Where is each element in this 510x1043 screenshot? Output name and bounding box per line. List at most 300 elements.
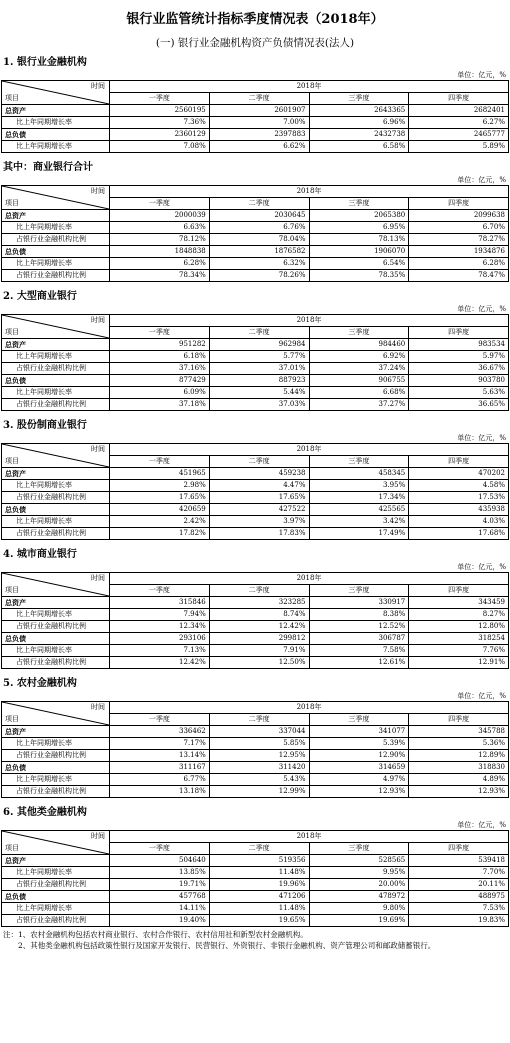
row-label: 比上年同期增长率 — [2, 516, 110, 528]
table-cell: 7.36% — [110, 117, 210, 129]
year-header: 2018年 — [110, 831, 509, 843]
section — [0, 161, 510, 282]
table-row — [2, 339, 509, 351]
row-label: 占银行业金融机构比例 — [2, 657, 110, 669]
table-cell: 323285 — [209, 597, 309, 609]
table-cell: 19.40% — [110, 915, 210, 927]
table-cell: 17.65% — [209, 492, 309, 504]
table-cell: 2601907 — [209, 105, 309, 117]
table-row — [2, 468, 509, 480]
table-cell: 19.69% — [309, 915, 409, 927]
year-header: 2018年 — [110, 186, 509, 198]
section — [0, 56, 510, 153]
row-label: 比上年同期增长率 — [2, 258, 110, 270]
quarter-header: 四季度 — [409, 198, 509, 210]
header-row — [2, 81, 509, 93]
table-cell: 528565 — [309, 855, 409, 867]
diagonal-header-cell — [2, 573, 110, 597]
table-cell: 12.89% — [409, 750, 509, 762]
row-label: 比上年同期增长率 — [2, 222, 110, 234]
table-cell: 6.28% — [409, 258, 509, 270]
row-label: 比上年同期增长率 — [2, 903, 110, 915]
table-cell: 36.65% — [409, 399, 509, 411]
table-cell: 12.99% — [209, 786, 309, 798]
row-label: 占银行业金融机构比例 — [2, 399, 110, 411]
row-label: 总负债 — [2, 504, 110, 516]
table-cell: 5.85% — [209, 738, 309, 750]
table-cell: 903780 — [409, 375, 509, 387]
note-line: 2、其他类金融机构包括政策性银行及国家开发银行、民营银行、外资银行、非银行金融机构、资产管理公司和邮政储蓄银行。 — [3, 941, 436, 950]
table-row — [2, 270, 509, 282]
row-label: 总资产 — [2, 597, 110, 609]
item-label: 项目 — [5, 94, 19, 102]
table-cell: 13.18% — [110, 786, 210, 798]
table-cell: 2397883 — [209, 129, 309, 141]
table-cell: 6.95% — [309, 222, 409, 234]
table-cell: 7.94% — [110, 609, 210, 621]
table-cell: 78.12% — [110, 234, 210, 246]
table-row — [2, 375, 509, 387]
table-cell: 471206 — [209, 891, 309, 903]
table-cell: 299812 — [209, 633, 309, 645]
table-cell: 37.16% — [110, 363, 210, 375]
year-header: 2018年 — [110, 573, 509, 585]
row-label: 总资产 — [2, 726, 110, 738]
diagonal-header-cell — [2, 444, 110, 468]
row-label: 占银行业金融机构比例 — [2, 528, 110, 540]
quarter-header: 一季度 — [110, 843, 210, 855]
table-cell: 19.96% — [209, 879, 309, 891]
quarter-header: 三季度 — [309, 93, 409, 105]
table-cell: 20.11% — [409, 879, 509, 891]
table-cell: 6.58% — [309, 141, 409, 153]
table-cell: 13.85% — [110, 867, 210, 879]
table-cell: 37.03% — [209, 399, 309, 411]
row-label: 总负债 — [2, 633, 110, 645]
notes — [0, 929, 510, 951]
table-cell: 12.61% — [309, 657, 409, 669]
unit-label: 单位：亿元，% — [457, 821, 506, 829]
table-row — [2, 762, 509, 774]
section-title: 5. 农村金融机构 — [3, 678, 77, 689]
table-row — [2, 609, 509, 621]
table-cell: 983534 — [409, 339, 509, 351]
table-cell: 2099638 — [409, 210, 509, 222]
table-cell: 5.89% — [409, 141, 509, 153]
section — [0, 806, 510, 927]
header-row — [2, 315, 509, 327]
unit-label: 单位：亿元，% — [457, 434, 506, 442]
time-label: 时间 — [91, 82, 105, 90]
table-cell: 478972 — [309, 891, 409, 903]
diagonal-header-cell — [2, 702, 110, 726]
row-label: 占银行业金融机构比例 — [2, 270, 110, 282]
table-cell: 7.17% — [110, 738, 210, 750]
quarter-header: 四季度 — [409, 843, 509, 855]
table-cell: 5.77% — [209, 351, 309, 363]
quarter-header: 一季度 — [110, 456, 210, 468]
table-cell: 2000039 — [110, 210, 210, 222]
table-cell: 435938 — [409, 504, 509, 516]
table-cell: 4.47% — [209, 480, 309, 492]
table-cell: 2065380 — [309, 210, 409, 222]
table-cell: 4.89% — [409, 774, 509, 786]
quarter-header: 三季度 — [309, 198, 409, 210]
table-cell: 318254 — [409, 633, 509, 645]
table-cell: 951282 — [110, 339, 210, 351]
data-table — [1, 185, 509, 282]
table-row — [2, 915, 509, 927]
table-cell: 457768 — [110, 891, 210, 903]
table-cell: 5.39% — [309, 738, 409, 750]
unit-label: 单位：亿元，% — [457, 71, 506, 79]
quarter-header: 二季度 — [209, 714, 309, 726]
table-cell: 4.58% — [409, 480, 509, 492]
table-cell: 12.52% — [309, 621, 409, 633]
table-row — [2, 645, 509, 657]
quarter-header: 四季度 — [409, 585, 509, 597]
table-cell: 2360129 — [110, 129, 210, 141]
table-row — [2, 399, 509, 411]
table-row — [2, 657, 509, 669]
table-row — [2, 621, 509, 633]
table-cell: 17.34% — [309, 492, 409, 504]
table-row — [2, 222, 509, 234]
table-row — [2, 504, 509, 516]
table-cell: 78.26% — [209, 270, 309, 282]
data-table — [1, 830, 509, 927]
table-cell: 962984 — [209, 339, 309, 351]
table-cell: 1934876 — [409, 246, 509, 258]
table-row — [2, 903, 509, 915]
row-label: 比上年同期增长率 — [2, 141, 110, 153]
data-table — [1, 701, 509, 798]
data-table — [1, 572, 509, 669]
table-cell: 5.63% — [409, 387, 509, 399]
table-cell: 470202 — [409, 468, 509, 480]
time-label: 时间 — [91, 703, 105, 711]
quarter-header: 四季度 — [409, 714, 509, 726]
table-cell: 6.54% — [309, 258, 409, 270]
row-label: 比上年同期增长率 — [2, 867, 110, 879]
table-cell: 7.91% — [209, 645, 309, 657]
page-subtitle: (一) 银行业金融机构资产负债情况表(法人) — [155, 37, 355, 49]
table-cell: 887923 — [209, 375, 309, 387]
table-cell: 17.65% — [110, 492, 210, 504]
quarter-header: 一季度 — [110, 714, 210, 726]
row-label: 总负债 — [2, 762, 110, 774]
row-label: 比上年同期增长率 — [2, 774, 110, 786]
table-row — [2, 891, 509, 903]
table-row — [2, 351, 509, 363]
quarter-header: 二季度 — [209, 327, 309, 339]
table-cell: 6.27% — [409, 117, 509, 129]
table-row — [2, 480, 509, 492]
row-label: 总负债 — [2, 375, 110, 387]
table-cell: 311167 — [110, 762, 210, 774]
table-cell: 13.14% — [110, 750, 210, 762]
row-label: 总资产 — [2, 468, 110, 480]
item-label: 项目 — [5, 457, 19, 465]
table-cell: 539418 — [409, 855, 509, 867]
table-cell: 427522 — [209, 504, 309, 516]
table-cell: 2560195 — [110, 105, 210, 117]
table-cell: 11.48% — [209, 903, 309, 915]
table-cell: 2.42% — [110, 516, 210, 528]
row-label: 占银行业金融机构比例 — [2, 915, 110, 927]
table-row — [2, 879, 509, 891]
quarter-header: 二季度 — [209, 198, 309, 210]
table-cell: 12.42% — [209, 621, 309, 633]
section — [0, 677, 510, 798]
table-row — [2, 738, 509, 750]
table-cell: 6.77% — [110, 774, 210, 786]
table-row — [2, 786, 509, 798]
table-row — [2, 516, 509, 528]
data-table — [1, 80, 509, 153]
header-row — [2, 186, 509, 198]
unit-label: 单位：亿元，% — [457, 692, 506, 700]
item-label: 项目 — [5, 586, 19, 594]
table-cell: 4.97% — [309, 774, 409, 786]
section-title: 3. 股份制商业银行 — [3, 420, 87, 431]
row-label: 比上年同期增长率 — [2, 738, 110, 750]
table-cell: 341077 — [309, 726, 409, 738]
table-cell: 7.58% — [309, 645, 409, 657]
header-row — [2, 702, 509, 714]
table-cell: 877429 — [110, 375, 210, 387]
section — [0, 419, 510, 540]
quarter-header: 四季度 — [409, 456, 509, 468]
table-cell: 78.04% — [209, 234, 309, 246]
row-label: 占银行业金融机构比例 — [2, 879, 110, 891]
diagonal-header-cell — [2, 186, 110, 210]
table-cell: 12.34% — [110, 621, 210, 633]
table-cell: 6.09% — [110, 387, 210, 399]
table-cell: 17.83% — [209, 528, 309, 540]
table-cell: 314659 — [309, 762, 409, 774]
table-cell: 5.44% — [209, 387, 309, 399]
table-cell: 343459 — [409, 597, 509, 609]
table-cell: 17.68% — [409, 528, 509, 540]
table-row — [2, 234, 509, 246]
row-label: 总负债 — [2, 891, 110, 903]
table-cell: 1876582 — [209, 246, 309, 258]
table-cell: 7.00% — [209, 117, 309, 129]
row-label: 占银行业金融机构比例 — [2, 786, 110, 798]
table-cell: 2432738 — [309, 129, 409, 141]
row-label: 占银行业金融机构比例 — [2, 363, 110, 375]
item-label: 项目 — [5, 844, 19, 852]
table-cell: 6.63% — [110, 222, 210, 234]
quarter-header: 三季度 — [309, 585, 409, 597]
table-cell: 37.18% — [110, 399, 210, 411]
table-row — [2, 246, 509, 258]
table-cell: 3.95% — [309, 480, 409, 492]
section-title: 6. 其他类金融机构 — [3, 807, 87, 818]
row-label: 总负债 — [2, 246, 110, 258]
table-cell: 19.65% — [209, 915, 309, 927]
quarter-header: 四季度 — [409, 327, 509, 339]
table-cell: 78.27% — [409, 234, 509, 246]
table-cell: 7.13% — [110, 645, 210, 657]
quarter-header: 一季度 — [110, 327, 210, 339]
row-label: 总资产 — [2, 105, 110, 117]
data-table — [1, 443, 509, 540]
quarter-header: 一季度 — [110, 198, 210, 210]
table-cell: 7.76% — [409, 645, 509, 657]
table-cell: 17.53% — [409, 492, 509, 504]
table-cell: 8.74% — [209, 609, 309, 621]
item-label: 项目 — [5, 199, 19, 207]
table-cell: 2030645 — [209, 210, 309, 222]
table-cell: 2.98% — [110, 480, 210, 492]
row-label: 总负债 — [2, 129, 110, 141]
item-label: 项目 — [5, 328, 19, 336]
time-label: 时间 — [91, 316, 105, 324]
table-row — [2, 867, 509, 879]
row-label: 比上年同期增长率 — [2, 387, 110, 399]
time-label: 时间 — [91, 574, 105, 582]
year-header: 2018年 — [110, 702, 509, 714]
table-cell: 78.13% — [309, 234, 409, 246]
table-cell: 6.28% — [110, 258, 210, 270]
table-row — [2, 258, 509, 270]
table-cell: 37.27% — [309, 399, 409, 411]
header-row — [2, 831, 509, 843]
table-row — [2, 141, 509, 153]
table-cell: 17.82% — [110, 528, 210, 540]
table-cell: 2465777 — [409, 129, 509, 141]
table-cell: 459238 — [209, 468, 309, 480]
year-header: 2018年 — [110, 315, 509, 327]
section-title: 4. 城市商业银行 — [3, 549, 77, 560]
table-cell: 293106 — [110, 633, 210, 645]
table-cell: 12.42% — [110, 657, 210, 669]
table-cell: 5.43% — [209, 774, 309, 786]
table-row — [2, 855, 509, 867]
quarter-header: 二季度 — [209, 93, 309, 105]
quarter-header: 二季度 — [209, 456, 309, 468]
table-cell: 6.96% — [309, 117, 409, 129]
diagonal-header-cell — [2, 315, 110, 339]
table-cell: 6.32% — [209, 258, 309, 270]
table-row — [2, 210, 509, 222]
section-title: 其中：商业银行合计 — [3, 162, 93, 173]
section — [0, 548, 510, 669]
table-cell: 12.91% — [409, 657, 509, 669]
quarter-header: 二季度 — [209, 843, 309, 855]
diagonal-header-cell — [2, 81, 110, 105]
table-cell: 78.35% — [309, 270, 409, 282]
table-cell: 12.90% — [309, 750, 409, 762]
row-label: 比上年同期增长率 — [2, 645, 110, 657]
table-cell: 318830 — [409, 762, 509, 774]
unit-label: 单位：亿元，% — [457, 176, 506, 184]
table-cell: 420659 — [110, 504, 210, 516]
table-cell: 519356 — [209, 855, 309, 867]
table-cell: 6.18% — [110, 351, 210, 363]
table-cell: 12.93% — [409, 786, 509, 798]
table-cell: 6.92% — [309, 351, 409, 363]
table-cell: 5.97% — [409, 351, 509, 363]
table-cell: 306787 — [309, 633, 409, 645]
table-row — [2, 492, 509, 504]
table-cell: 19.71% — [110, 879, 210, 891]
table-cell: 425565 — [309, 504, 409, 516]
note-line: 注：1、农村金融机构包括农村商业银行、农村合作银行、农村信用社和新型农村金融机构。 — [3, 930, 308, 939]
table-cell: 12.50% — [209, 657, 309, 669]
table-cell: 315846 — [110, 597, 210, 609]
table-cell: 488975 — [409, 891, 509, 903]
table-cell: 345788 — [409, 726, 509, 738]
row-label: 总资产 — [2, 855, 110, 867]
table-row — [2, 774, 509, 786]
table-cell: 12.95% — [209, 750, 309, 762]
row-label: 占银行业金融机构比例 — [2, 750, 110, 762]
table-cell: 7.08% — [110, 141, 210, 153]
table-cell: 5.36% — [409, 738, 509, 750]
header-row — [2, 444, 509, 456]
time-label: 时间 — [91, 187, 105, 195]
unit-label: 单位：亿元，% — [457, 563, 506, 571]
item-label: 项目 — [5, 715, 19, 723]
section-title: 1. 银行业金融机构 — [3, 57, 87, 68]
quarter-header: 三季度 — [309, 843, 409, 855]
table-row — [2, 129, 509, 141]
table-cell: 1848838 — [110, 246, 210, 258]
table-cell: 37.01% — [209, 363, 309, 375]
table-cell: 37.24% — [309, 363, 409, 375]
table-row — [2, 105, 509, 117]
table-row — [2, 597, 509, 609]
table-cell: 7.53% — [409, 903, 509, 915]
table-cell: 1906070 — [309, 246, 409, 258]
table-cell: 2643365 — [309, 105, 409, 117]
table-cell: 330917 — [309, 597, 409, 609]
table-cell: 9.95% — [309, 867, 409, 879]
table-row — [2, 750, 509, 762]
table-cell: 8.27% — [409, 609, 509, 621]
table-cell: 2682401 — [409, 105, 509, 117]
table-row — [2, 528, 509, 540]
quarter-header: 三季度 — [309, 456, 409, 468]
table-cell: 6.70% — [409, 222, 509, 234]
section-title: 2. 大型商业银行 — [3, 291, 77, 302]
table-cell: 3.42% — [309, 516, 409, 528]
row-label: 占银行业金融机构比例 — [2, 234, 110, 246]
row-label: 总资产 — [2, 339, 110, 351]
quarter-header: 二季度 — [209, 585, 309, 597]
table-row — [2, 387, 509, 399]
row-label: 占银行业金融机构比例 — [2, 621, 110, 633]
table-cell: 504640 — [110, 855, 210, 867]
header-row — [2, 573, 509, 585]
year-header: 2018年 — [110, 81, 509, 93]
row-label: 比上年同期增长率 — [2, 609, 110, 621]
page-title: 银行业监管统计指标季度情况表（2018年） — [126, 12, 384, 27]
table-row — [2, 117, 509, 129]
unit-label: 单位：亿元，% — [457, 305, 506, 313]
year-header: 2018年 — [110, 444, 509, 456]
table-cell: 4.03% — [409, 516, 509, 528]
table-cell: 78.34% — [110, 270, 210, 282]
table-cell: 17.49% — [309, 528, 409, 540]
quarter-header: 三季度 — [309, 714, 409, 726]
table-cell: 8.38% — [309, 609, 409, 621]
table-cell: 36.67% — [409, 363, 509, 375]
table-cell: 451965 — [110, 468, 210, 480]
